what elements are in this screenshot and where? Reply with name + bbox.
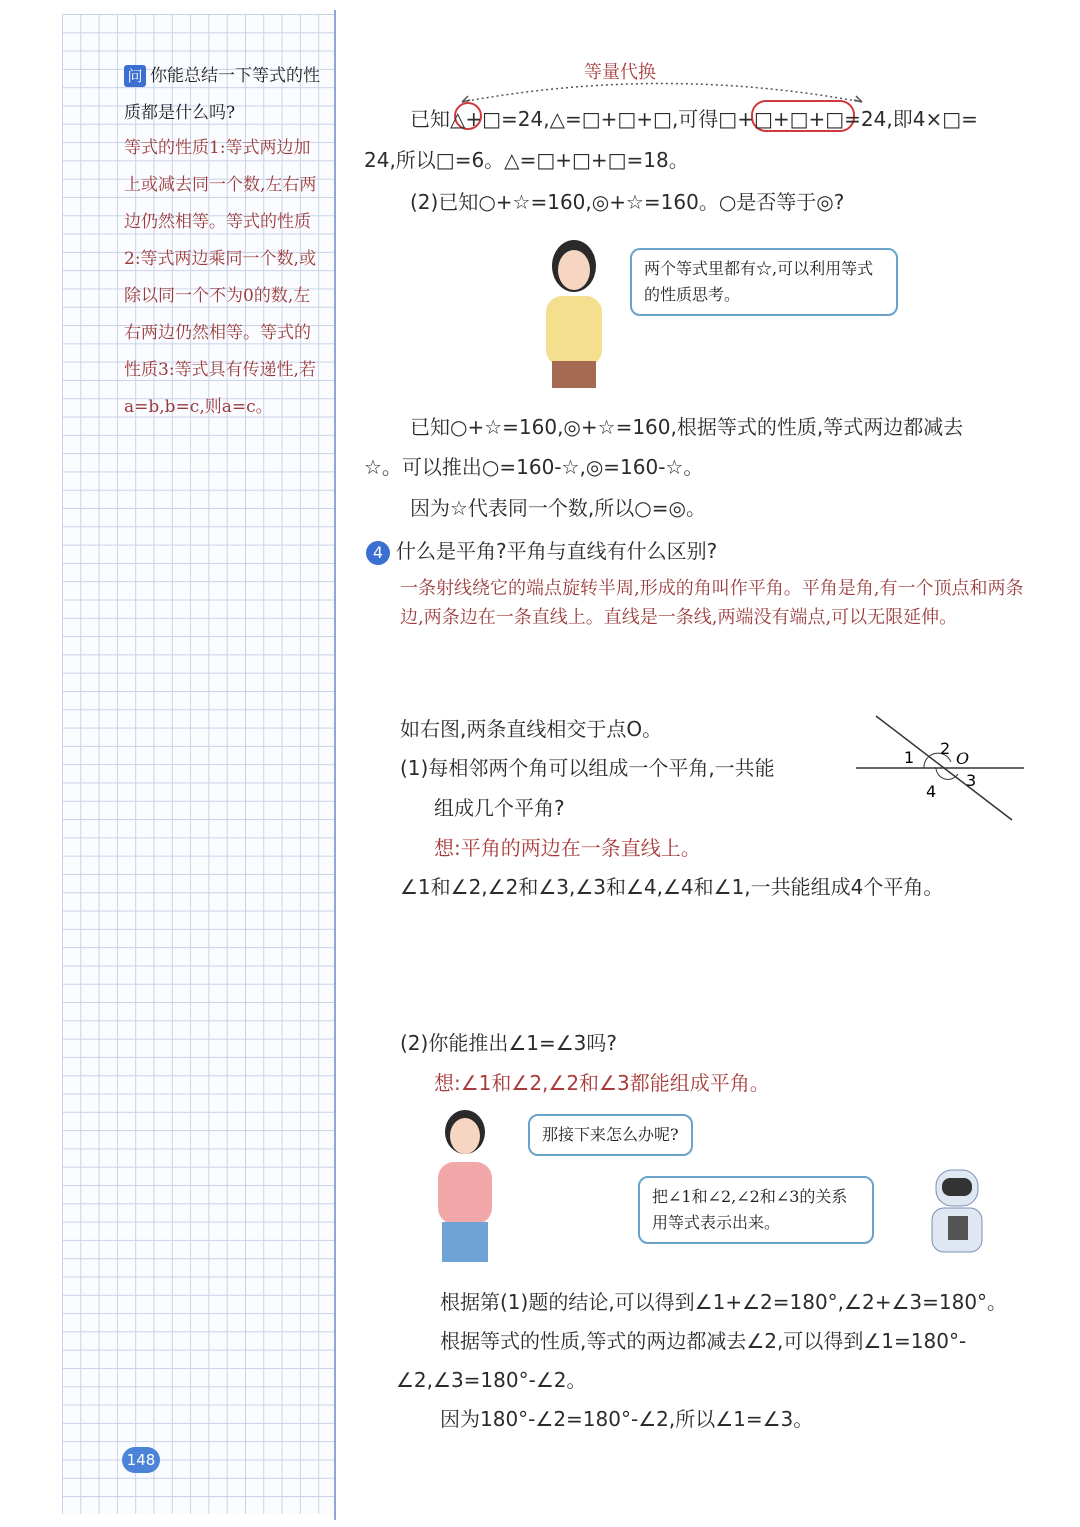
fig-label-O: O bbox=[956, 749, 970, 768]
answer-3d: 因为180°-∠2=180°-∠2,所以∠1=∠3。 bbox=[440, 1407, 814, 1431]
fig-label-4: 4 bbox=[926, 782, 937, 801]
question-4-badge: 4 bbox=[366, 541, 390, 565]
question-4 bbox=[366, 535, 717, 565]
answer-1a: 已知○+☆=160,◎+☆=160,根据等式的性质,等式两边都减去 bbox=[410, 415, 964, 439]
answer-1b: ☆。可以推出○=160-☆,◎=160-☆。 bbox=[364, 455, 704, 479]
think-1: 想:平角的两边在一条直线上。 bbox=[434, 836, 701, 860]
answer-2: ∠1和∠2,∠2和∠3,∠3和∠4,∠4和∠1,一共能组成4个平角。 bbox=[400, 875, 944, 899]
part-2: (2)你能推出∠1=∠3吗? bbox=[400, 1031, 618, 1055]
sidebar-answer: 等式的性质1:等式两边加上或减去同一个数,左右两边仍然相等。等式的性质2:等式两边乘同一个数,或除以同一个不为0的数,左右两边仍然相等。等式的性质3:等式具有传递性,若a=b,b=c,则a=c。 bbox=[124, 138, 317, 417]
robot-illustration bbox=[910, 1166, 1004, 1270]
line2: 24,所以□=6。△=□+□+□=18。 bbox=[364, 148, 689, 172]
girl-thinking-illustration bbox=[534, 226, 614, 388]
hint-bubble-1: 两个等式里都有☆,可以利用等式的性质思考。 bbox=[630, 248, 898, 316]
fig-label-3: 3 bbox=[966, 771, 977, 790]
girl-asking-illustration bbox=[410, 1104, 520, 1264]
answer-1c: 因为☆代表同一个数,所以○=◎。 bbox=[410, 496, 706, 520]
think-2: 想:∠1和∠2,∠2和∠3都能组成平角。 bbox=[434, 1071, 770, 1095]
hint-bubble-3: 把∠1和∠2,∠2和∠3的关系用等式表示出来。 bbox=[638, 1176, 874, 1244]
sidebar-question-text: 你能总结一下等式的性质都是什么吗? bbox=[124, 66, 320, 123]
sidebar-question bbox=[124, 58, 324, 132]
hint-bubble-2: 那接下来怎么办呢? bbox=[528, 1114, 693, 1156]
question-4-answer: 一条射线绕它的端点旋转半周,形成的角叫作平角。平角是角,有一个顶点和两条边,两条边在一条直线上。直线是一条线,两端没有端点,可以无限延伸。 bbox=[400, 578, 1024, 628]
intersecting-lines-figure bbox=[856, 712, 1026, 822]
question-2: (2)已知○+☆=160,◎+☆=160。○是否等于◎? bbox=[410, 190, 845, 214]
question-4-text: 什么是平角?平角与直线有什么区别? bbox=[396, 539, 718, 563]
part-1a: (1)每相邻两个角可以组成一个平角,一共能 bbox=[400, 756, 775, 780]
answer-3a: 根据第(1)题的结论,可以得到∠1+∠2=180°,∠2+∠3=180°。 bbox=[440, 1290, 1008, 1314]
substitution-label: 等量代换 bbox=[584, 62, 656, 83]
answer-3c: ∠2,∠3=180°-∠2。 bbox=[396, 1368, 587, 1392]
line1: 已知△+□=24,△=□+□+□,可得□+□+□+□=24,即4×□= bbox=[410, 107, 978, 131]
figure-intro: 如右图,两条直线相交于点O。 bbox=[400, 717, 663, 741]
fig-label-2: 2 bbox=[940, 739, 951, 758]
question-badge: 问 bbox=[124, 65, 146, 87]
fig-label-1: 1 bbox=[904, 748, 915, 767]
margin-line bbox=[334, 10, 336, 1520]
answer-3b: 根据等式的性质,等式的两边都减去∠2,可以得到∠1=180°- bbox=[440, 1329, 967, 1353]
page-number: 148 bbox=[122, 1447, 160, 1473]
part-1b: 组成几个平角? bbox=[434, 796, 565, 820]
